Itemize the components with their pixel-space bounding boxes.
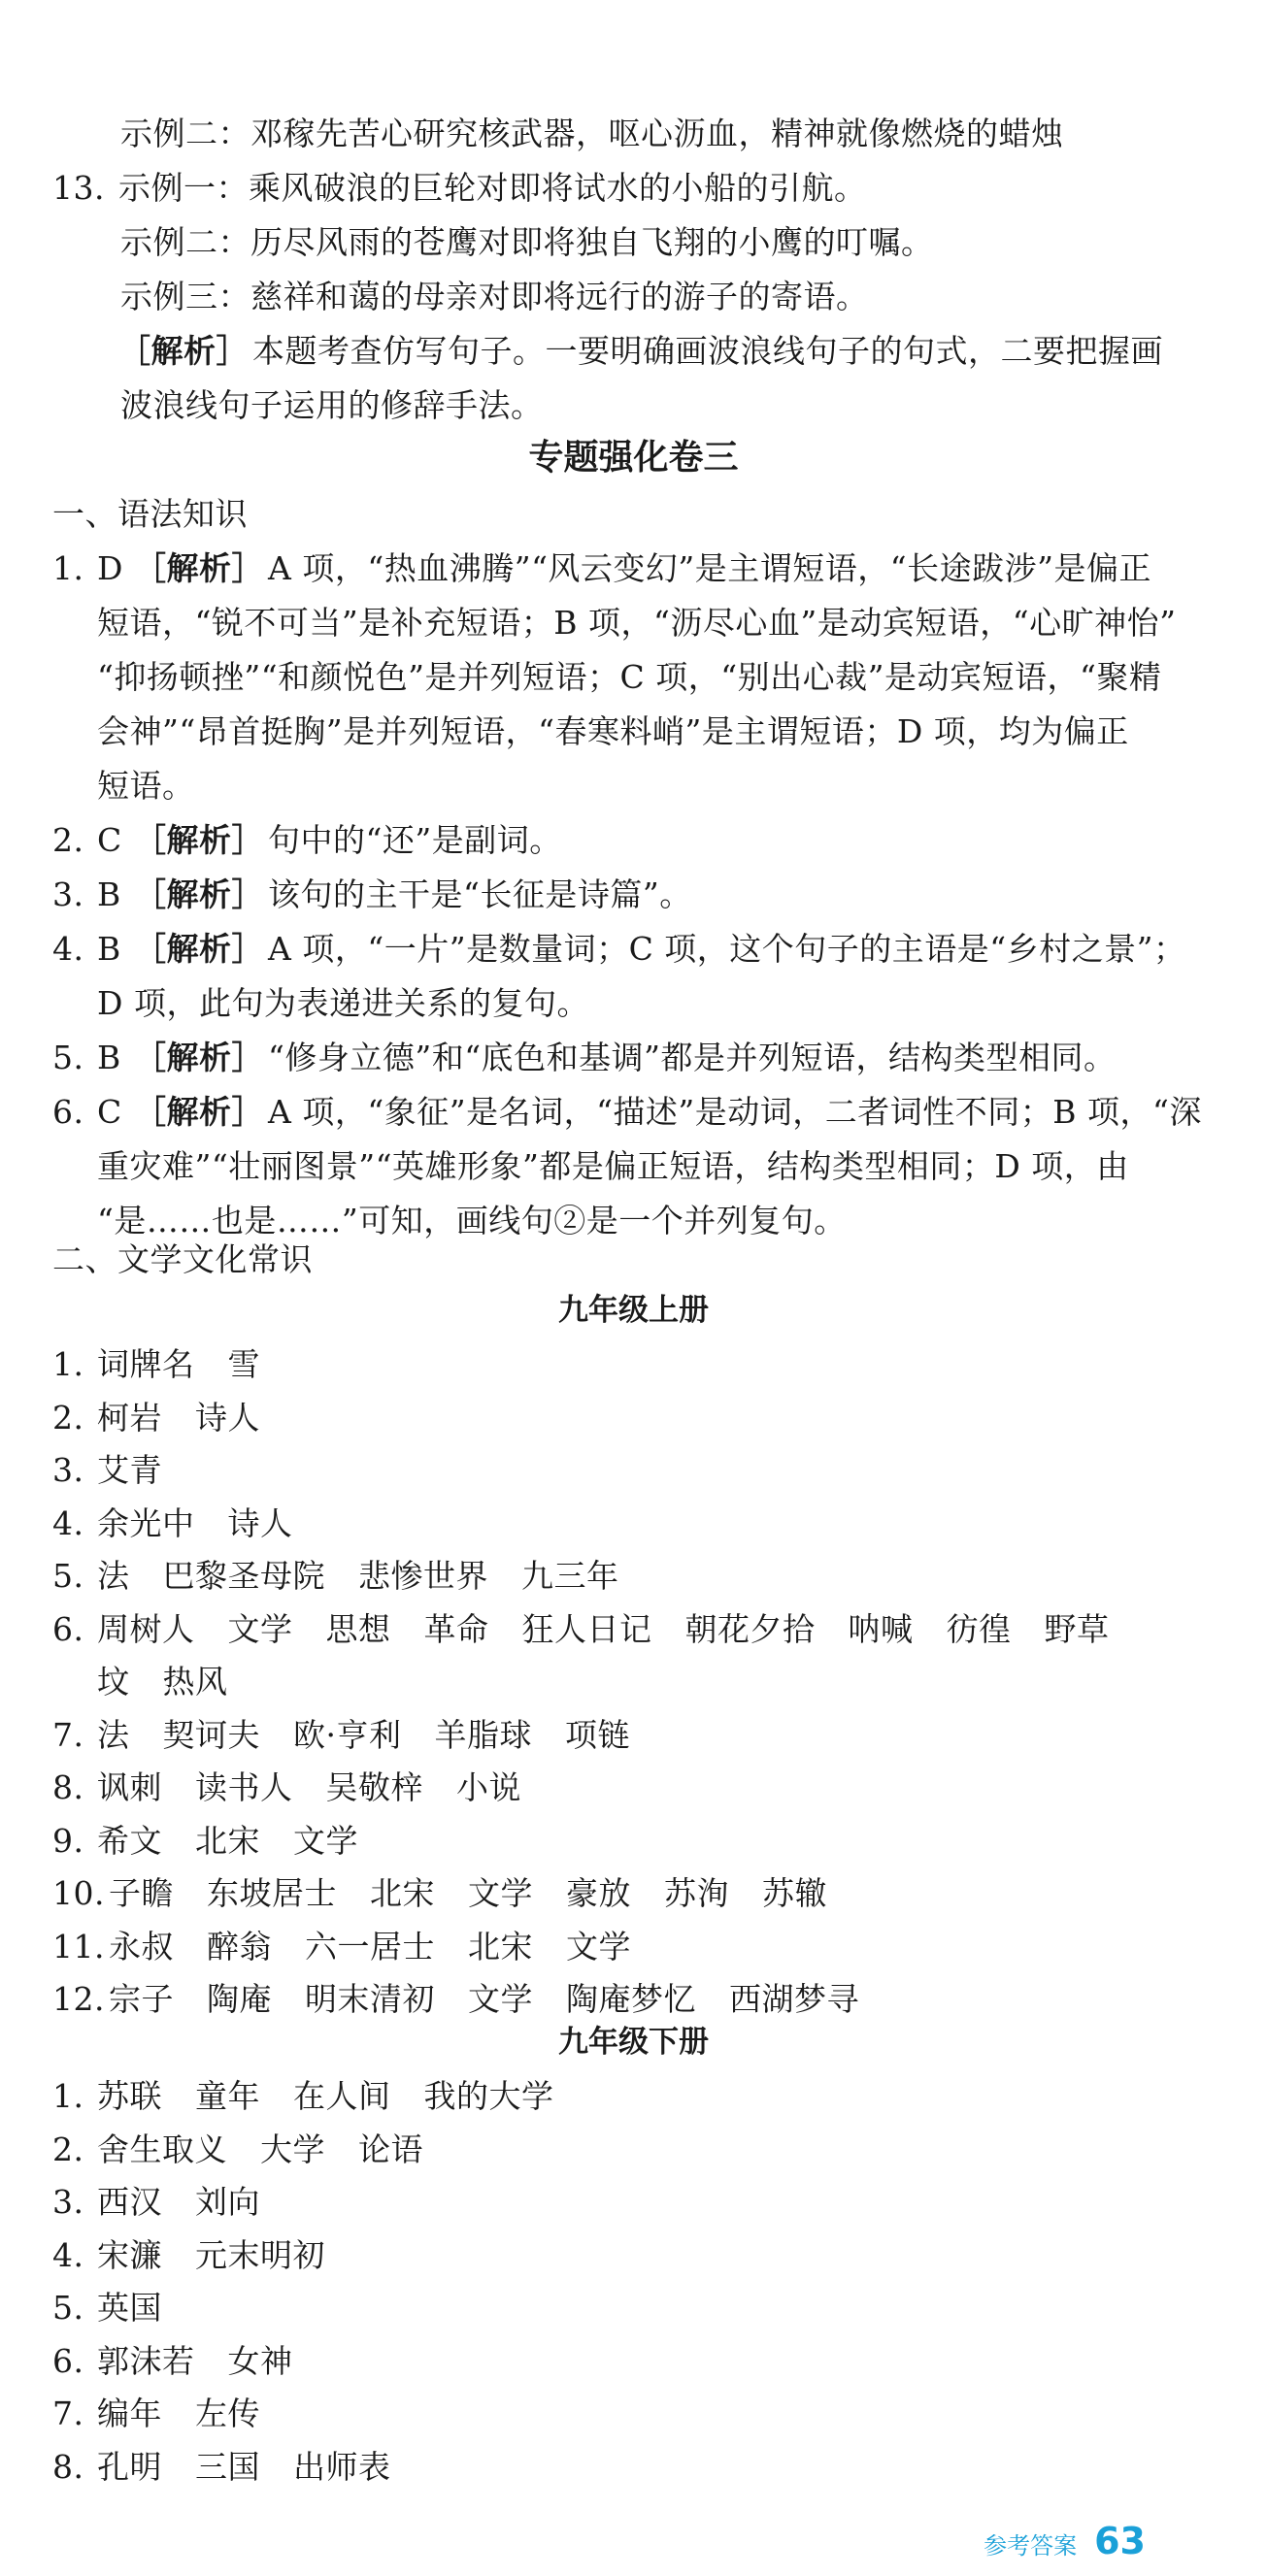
item-answer: 刘向: [195, 2183, 260, 2221]
item-answer: 明末清初: [305, 1980, 435, 2018]
item-answer: 巴黎圣母院: [162, 1557, 325, 1595]
item-number: 3.: [52, 1451, 84, 1489]
analysis-tag: ［解析］: [134, 930, 264, 968]
item-answer: 九三年: [521, 1557, 619, 1595]
item-answer: 讽刺: [97, 1768, 162, 1806]
item-answer: 呐喊: [848, 1609, 914, 1648]
footer-label: 参考答案: [984, 2532, 1078, 2559]
list-item: [52, 2393, 293, 2435]
item-answer: 孔明: [97, 2447, 162, 2486]
question-number: 3.: [52, 875, 84, 913]
q13-example-3: 示例三：慈祥和蔼的母亲对即将远行的游子的寄语。: [120, 278, 869, 315]
item-number: 6.: [52, 2341, 84, 2380]
item-answer: 女神: [227, 2341, 293, 2380]
item-answer: 小说: [456, 1768, 521, 1806]
item-answer: 在人间: [293, 2077, 391, 2115]
item-answer: 陶庵: [207, 1980, 272, 2018]
list-item: [52, 1714, 663, 1757]
analysis-text-cont: 会神”“昂首挺胸”是并列短语，“春寒料峭”是主谓短语；D 项，均为偏正: [97, 712, 1129, 750]
analysis-text: “修身立德”和“底色和基调”都是并列短语，结构类型相同。: [268, 1039, 1117, 1076]
item-number: 12.: [52, 1980, 105, 2018]
item-answer: 坟: [97, 1663, 130, 1701]
item-answer: 周树人: [97, 1609, 195, 1648]
item-answer: 陶庵梦忆: [566, 1980, 696, 2018]
analysis-tag: ［解析］: [134, 821, 264, 859]
item-answer: 读书人: [195, 1768, 293, 1806]
item-answer: 思想: [325, 1609, 391, 1648]
item-answer: 宗子: [109, 1980, 174, 2018]
item-answer: 法: [97, 1715, 130, 1754]
analysis-text: A 项，“一片”是数量词；C 项，这个句子的主语是“乡村之景”；: [268, 930, 1186, 968]
analysis-tag: ［解析］: [134, 1093, 264, 1131]
item-number: 9.: [52, 1821, 84, 1860]
item-number: 2.: [52, 2130, 84, 2168]
answer-letter: B: [97, 930, 121, 968]
grade9-upper-title: 九年级上册: [558, 1293, 709, 1328]
grammar-answer-row: [52, 1091, 1202, 1134]
list-item: [52, 1503, 326, 1545]
item-answer: 文学: [468, 1874, 533, 1912]
question-number: 1.: [52, 549, 84, 587]
item-answer: 童年: [195, 2077, 260, 2115]
item-answer: 词牌名: [97, 1345, 195, 1383]
item-answer: 苏辙: [762, 1874, 827, 1912]
list-item: [52, 2075, 587, 2118]
item-number: 2.: [52, 1398, 84, 1437]
q13-analysis-cont: 波浪线句子运用的修辞手法。: [120, 386, 544, 424]
item-answer: 大学: [260, 2130, 325, 2168]
answer-letter: B: [97, 1039, 121, 1076]
item-answer: 雪: [227, 1345, 260, 1383]
item-answer: 朝花夕拾: [684, 1609, 816, 1648]
item-answer: 文学: [566, 1927, 631, 1965]
item-answer: 永叔: [109, 1927, 174, 1965]
grammar-answer-row: [52, 547, 1151, 590]
part-1-heading: 一、语法知识: [52, 495, 248, 533]
analysis-tag: ［解析］: [134, 549, 264, 587]
q13-analysis-text: 本题考查仿写句子。一要明确画波浪线句子的句式，二要把握画: [252, 332, 1163, 370]
item-answer: 野草: [1044, 1609, 1110, 1648]
item-number: 8.: [52, 2447, 84, 2486]
grammar-answer-row: [52, 1037, 1116, 1079]
item-answer: 宋濂: [97, 2235, 162, 2274]
answer-letter: B: [97, 875, 121, 913]
item-answer: 出师表: [293, 2447, 391, 2486]
item-answer: 文学: [468, 1980, 533, 2018]
page-footer: [984, 2514, 1146, 2562]
item-answer: 舍生取义: [97, 2130, 227, 2168]
analysis-text-cont: “是……也是……”可知，画线句②是一个并列复句。: [97, 1202, 847, 1239]
analysis-text: A 项，“热血沸腾”“风云变幻”是主谓短语，“长途跋涉”是偏正: [268, 549, 1152, 587]
list-item: [52, 1343, 293, 1386]
item-answer: 希文: [97, 1821, 162, 1860]
list-item: [52, 2129, 456, 2171]
item-answer: 项链: [565, 1715, 630, 1754]
question-number: 5.: [52, 1039, 84, 1076]
item-number: 5.: [52, 1557, 84, 1595]
q13-analysis: [115, 330, 1163, 373]
item-number: 8.: [52, 1768, 84, 1806]
grammar-answer-row: [52, 874, 692, 916]
q13-number: 13.: [52, 169, 105, 207]
analysis-text: A 项，“象征”是名词，“描述”是动词，二者词性不同；B 项，“深: [268, 1093, 1202, 1131]
item-number: 1.: [52, 2077, 84, 2115]
item-answer: 法: [97, 1557, 130, 1595]
question-number: 6.: [52, 1093, 84, 1131]
answer-letter: D: [97, 549, 123, 587]
list-item: [52, 1926, 664, 1968]
item-answer: 羊脂球: [434, 1715, 532, 1754]
item-answer: 苏联: [97, 2077, 162, 2115]
answer-letter: C: [97, 1093, 122, 1131]
list-item: [52, 1872, 860, 1915]
item-answer: 诗人: [227, 1503, 293, 1542]
item-answer: 编年: [97, 2394, 162, 2432]
item-answer: 吴敬梓: [325, 1768, 423, 1806]
item-answer: 醉翁: [207, 1927, 272, 1965]
list-item: [97, 1661, 261, 1703]
item-answer: 西湖梦寻: [729, 1980, 859, 2018]
item-answer: 北宋: [370, 1874, 435, 1912]
item-number: 7.: [52, 1715, 84, 1754]
item-answer: 彷徨: [946, 1609, 1012, 1648]
analysis-text-cont: “抑扬顿挫”“和颜悦色”是并列短语；C 项，“别出心裁”是动宾短语，“聚精: [97, 658, 1162, 696]
item-answer: 子瞻: [109, 1874, 174, 1912]
item-answer: 西汉: [97, 2183, 162, 2221]
q12-example-2: 示例二：邓稼先苦心研究核武器，呕心沥血，精神就像燃烧的蜡烛: [120, 115, 1064, 152]
item-answer: 豪放: [566, 1874, 631, 1912]
analysis-tag: ［解析］: [134, 1039, 264, 1076]
list-item: [52, 1820, 391, 1863]
answer-letter: C: [97, 821, 122, 859]
item-number: 10.: [52, 1874, 105, 1912]
item-answer: 郭沫若: [97, 2341, 195, 2380]
grade9-lower-title: 九年级下册: [558, 2025, 709, 2060]
item-answer: 悲惨世界: [358, 1557, 488, 1595]
list-item: [52, 1449, 195, 1492]
analysis-text-cont: 短语。: [97, 767, 195, 805]
list-item: [52, 2446, 424, 2489]
list-item: [52, 1767, 554, 1809]
list-item: [52, 2181, 293, 2224]
analysis-text: 该句的主干是“长征是诗篇”。: [268, 875, 692, 913]
grammar-answer-row: [52, 819, 562, 862]
list-item: [52, 1978, 892, 2021]
item-answer: 我的大学: [423, 2077, 554, 2115]
grammar-answer-row: [52, 928, 1186, 971]
item-number: 4.: [52, 1503, 84, 1542]
item-number: 4.: [52, 2235, 84, 2274]
item-answer: 左传: [195, 2394, 260, 2432]
analysis-text: 句中的“还”是副词。: [268, 821, 562, 859]
item-answer: 三国: [195, 2447, 260, 2486]
item-answer: 论语: [358, 2130, 423, 2168]
item-number: 6.: [52, 1609, 84, 1648]
q13-example-2: 示例二：历尽风雨的苍鹰对即将独自飞翔的小鹰的叮嘱。: [120, 223, 934, 261]
item-answer: 革命: [423, 1609, 489, 1648]
question-number: 4.: [52, 930, 84, 968]
item-answer: 艾青: [97, 1451, 162, 1489]
item-answer: 北宋: [195, 1821, 260, 1860]
analysis-tag: ［解析］: [134, 875, 264, 913]
q13-example-1: 示例一：乘风破浪的巨轮对即将试水的小船的引航。: [118, 169, 867, 207]
list-item: [52, 1397, 293, 1439]
list-item: [52, 1555, 652, 1598]
item-number: 7.: [52, 2394, 84, 2432]
item-answer: 狂人日记: [521, 1609, 652, 1648]
list-item: [52, 2234, 358, 2277]
item-answer: 北宋: [468, 1927, 533, 1965]
item-answer: 英国: [97, 2289, 162, 2327]
analysis-text-cont: 重灾难”“壮丽图景”“英雄形象”都是偏正短语，结构类型相同；D 项，由: [97, 1147, 1129, 1185]
item-answer: 文学: [293, 1821, 358, 1860]
q13-line-1: [52, 167, 867, 210]
list-item: [52, 2340, 326, 2383]
question-number: 2.: [52, 821, 84, 859]
item-answer: 文学: [227, 1609, 293, 1648]
item-answer: 元末明初: [195, 2235, 325, 2274]
part-2-heading: 二、文学文化常识: [52, 1240, 313, 1278]
item-answer: 余光中: [97, 1503, 195, 1542]
item-answer: 苏洵: [664, 1874, 729, 1912]
item-number: 3.: [52, 2183, 84, 2221]
item-number: 5.: [52, 2289, 84, 2327]
item-number: 1.: [52, 1345, 84, 1383]
analysis-text-cont: D 项，此句为表递进关系的复句。: [97, 984, 589, 1022]
item-answer: 六一居士: [305, 1927, 435, 1965]
item-number: 11.: [52, 1927, 105, 1965]
item-answer: 欧·亨利: [293, 1715, 402, 1754]
section-title: 专题强化卷三: [528, 438, 739, 478]
item-answer: 柯岩: [97, 1398, 162, 1437]
list-item: [52, 1608, 1143, 1651]
item-answer: 东坡居士: [207, 1874, 337, 1912]
item-answer: 诗人: [195, 1398, 260, 1437]
item-answer: 契诃夫: [162, 1715, 260, 1754]
page-number: 63: [1094, 2520, 1146, 2562]
item-answer: 热风: [162, 1663, 228, 1701]
analysis-tag: ［解析］: [118, 332, 249, 370]
list-item: [52, 2287, 195, 2329]
analysis-text-cont: 短语，“锐不可当”是补充短语；B 项，“沥尽心血”是动宾短语，“心旷神怡”: [97, 604, 1177, 642]
